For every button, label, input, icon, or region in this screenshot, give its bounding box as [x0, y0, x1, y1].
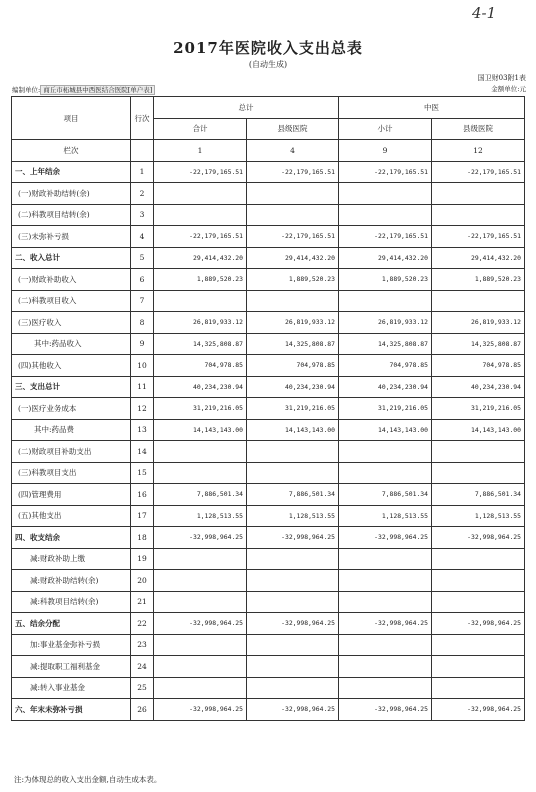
row-number: 24 [131, 656, 154, 678]
cell-total-heji: 14,143,143.00 [154, 419, 247, 441]
cell-total-heji [154, 591, 247, 613]
row-number: 6 [131, 269, 154, 291]
row-label: (五)其他支出 [12, 505, 131, 527]
form-code: 国卫财03附1表 [477, 74, 526, 82]
table-row [12, 226, 525, 248]
table-row [12, 656, 525, 678]
row-number: 5 [131, 247, 154, 269]
cell-tcm-county: 14,325,808.87 [432, 333, 525, 355]
cell-tcm-county [432, 441, 525, 463]
cell-tcm-county: 1,889,520.23 [432, 269, 525, 291]
cell-total-heji: 1,889,520.23 [154, 269, 247, 291]
cell-total-county [247, 462, 339, 484]
cell-total-county: 14,325,808.87 [247, 333, 339, 355]
row-number: 1 [131, 161, 154, 183]
table-row [12, 333, 525, 355]
cell-total-county: -32,998,964.25 [247, 527, 339, 549]
cell-total-heji: 704,978.85 [154, 355, 247, 377]
header-col-county-1: 县级医院 [247, 118, 339, 140]
row-label: (一)财政补助收入 [12, 269, 131, 291]
cell-tcm-county [432, 677, 525, 699]
column-index-label: 栏次 [12, 140, 131, 162]
cell-total-county [247, 591, 339, 613]
cell-tcm-county: -22,179,165.51 [432, 161, 525, 183]
cell-tcm-xiaoji: 1,889,520.23 [339, 269, 432, 291]
cell-tcm-county: -32,998,964.25 [432, 613, 525, 635]
cell-total-heji: -32,998,964.25 [154, 699, 247, 721]
cell-total-heji: 29,414,432.20 [154, 247, 247, 269]
row-label: (一)医疗业务成本 [12, 398, 131, 420]
table-row [12, 376, 525, 398]
cell-tcm-xiaoji [339, 634, 432, 656]
cell-total-heji: -22,179,165.51 [154, 226, 247, 248]
row-label: 三、支出总计 [12, 376, 131, 398]
table-row [12, 677, 525, 699]
row-label: (二)科教项目收入 [12, 290, 131, 312]
table-row [12, 484, 525, 506]
cell-total-heji: -32,998,964.25 [154, 527, 247, 549]
row-label: 减:提取职工福利基金 [12, 656, 131, 678]
row-number: 17 [131, 505, 154, 527]
header-col-heji: 合计 [154, 118, 247, 140]
cell-tcm-county [432, 634, 525, 656]
cell-total-county [247, 656, 339, 678]
row-number: 7 [131, 290, 154, 312]
table-row [12, 548, 525, 570]
cell-tcm-county: 29,414,432.20 [432, 247, 525, 269]
cell-total-county: -22,179,165.51 [247, 226, 339, 248]
row-number: 18 [131, 527, 154, 549]
table-row [12, 269, 525, 291]
cell-tcm-xiaoji: 40,234,230.94 [339, 376, 432, 398]
row-number: 20 [131, 570, 154, 592]
column-index-1: 1 [154, 140, 247, 162]
row-label: 减:财政补助结转(余) [12, 570, 131, 592]
row-number: 25 [131, 677, 154, 699]
header-col-county-2: 县级医院 [432, 118, 525, 140]
header-group-total: 总计 [154, 97, 339, 119]
row-number: 3 [131, 204, 154, 226]
table-row [12, 699, 525, 721]
cell-tcm-xiaoji [339, 290, 432, 312]
cell-total-county [247, 441, 339, 463]
cell-total-county: 704,978.85 [247, 355, 339, 377]
table-row [12, 591, 525, 613]
cell-tcm-xiaoji: 14,325,808.87 [339, 333, 432, 355]
cell-total-county: 29,414,432.20 [247, 247, 339, 269]
cell-total-county: 1,889,520.23 [247, 269, 339, 291]
cell-tcm-county: 14,143,143.00 [432, 419, 525, 441]
table-row [12, 505, 525, 527]
table-row [12, 527, 525, 549]
table-row [12, 419, 525, 441]
row-label: 其中:药品费 [12, 419, 131, 441]
row-label: 减:转入事业基金 [12, 677, 131, 699]
column-index-row [12, 140, 525, 162]
organization-line [12, 85, 155, 94]
footnote: 注:为体现总的收入支出金额,自动生成本表。 [14, 775, 162, 784]
row-label: (二)科教项目结转(余) [12, 204, 131, 226]
cell-total-heji: 7,886,501.34 [154, 484, 247, 506]
row-number: 22 [131, 613, 154, 635]
row-label: 加:事业基金弥补亏损 [12, 634, 131, 656]
row-number: 16 [131, 484, 154, 506]
cell-tcm-county: 1,128,513.55 [432, 505, 525, 527]
row-label: 二、收入总计 [12, 247, 131, 269]
cell-total-county [247, 183, 339, 205]
page-number-mark: 4-1 [472, 4, 497, 22]
row-label: 减:科教项目结转(余) [12, 591, 131, 613]
row-label: (二)财政项目补助支出 [12, 441, 131, 463]
table-row [12, 183, 525, 205]
cell-total-county [247, 290, 339, 312]
cell-total-county: -32,998,964.25 [247, 699, 339, 721]
column-index-3: 9 [339, 140, 432, 162]
cell-total-heji [154, 634, 247, 656]
cell-total-county [247, 570, 339, 592]
cell-total-county: 1,128,513.55 [247, 505, 339, 527]
cell-total-county: 31,219,216.05 [247, 398, 339, 420]
cell-total-county [247, 634, 339, 656]
cell-tcm-xiaoji [339, 462, 432, 484]
cell-tcm-county [432, 462, 525, 484]
table-row [12, 290, 525, 312]
table-row [12, 398, 525, 420]
cell-total-county: -32,998,964.25 [247, 613, 339, 635]
table-row [12, 247, 525, 269]
cell-total-county [247, 204, 339, 226]
row-number: 21 [131, 591, 154, 613]
cell-tcm-xiaoji: -32,998,964.25 [339, 613, 432, 635]
cell-tcm-xiaoji: 14,143,143.00 [339, 419, 432, 441]
row-number: 8 [131, 312, 154, 334]
cell-tcm-county: 7,886,501.34 [432, 484, 525, 506]
row-number: 4 [131, 226, 154, 248]
organization-label: 编制单位: [12, 86, 41, 94]
cell-total-heji [154, 462, 247, 484]
cell-tcm-county [432, 183, 525, 205]
table-row [12, 161, 525, 183]
cell-tcm-xiaoji [339, 656, 432, 678]
row-number: 10 [131, 355, 154, 377]
row-label: (四)管理费用 [12, 484, 131, 506]
cell-tcm-xiaoji [339, 591, 432, 613]
column-index-4: 12 [432, 140, 525, 162]
cell-total-county: 40,234,230.94 [247, 376, 339, 398]
row-number: 12 [131, 398, 154, 420]
organization-value: 商丘市柘城县中西医结合医院[单户表] [40, 85, 155, 95]
header-item: 项目 [12, 97, 131, 140]
row-label: (三)医疗收入 [12, 312, 131, 334]
cell-tcm-county [432, 204, 525, 226]
cell-tcm-county [432, 591, 525, 613]
cell-tcm-county: 31,219,216.05 [432, 398, 525, 420]
cell-tcm-xiaoji [339, 441, 432, 463]
cell-tcm-county: 26,819,933.12 [432, 312, 525, 334]
row-label: (四)其他收入 [12, 355, 131, 377]
cell-total-heji: 40,234,230.94 [154, 376, 247, 398]
row-label: 四、收支结余 [12, 527, 131, 549]
report-title: 2017年医院收入支出总表 [173, 39, 363, 57]
cell-total-heji [154, 441, 247, 463]
cell-tcm-county: -32,998,964.25 [432, 699, 525, 721]
cell-total-heji [154, 677, 247, 699]
table-row [12, 613, 525, 635]
cell-total-county: 7,886,501.34 [247, 484, 339, 506]
cell-tcm-xiaoji: 26,819,933.12 [339, 312, 432, 334]
income-expense-table [11, 96, 525, 721]
cell-tcm-xiaoji: 704,978.85 [339, 355, 432, 377]
cell-total-heji: -32,998,964.25 [154, 613, 247, 635]
row-number: 9 [131, 333, 154, 355]
row-number: 15 [131, 462, 154, 484]
table-row [12, 570, 525, 592]
header-col-xiaoji: 小计 [339, 118, 432, 140]
cell-total-heji: -22,179,165.51 [154, 161, 247, 183]
cell-tcm-xiaoji [339, 570, 432, 592]
cell-tcm-xiaoji: -32,998,964.25 [339, 699, 432, 721]
cell-tcm-xiaoji: -22,179,165.51 [339, 161, 432, 183]
cell-tcm-county [432, 570, 525, 592]
row-number: 26 [131, 699, 154, 721]
table-row [12, 441, 525, 463]
cell-total-heji [154, 656, 247, 678]
table-row [12, 312, 525, 334]
row-number: 13 [131, 419, 154, 441]
cell-tcm-county: -22,179,165.51 [432, 226, 525, 248]
row-label: 减:财政补助上缴 [12, 548, 131, 570]
cell-total-heji: 1,128,513.55 [154, 505, 247, 527]
row-number: 11 [131, 376, 154, 398]
cell-tcm-xiaoji [339, 677, 432, 699]
cell-total-heji [154, 548, 247, 570]
column-index-2: 4 [247, 140, 339, 162]
cell-tcm-county: 40,234,230.94 [432, 376, 525, 398]
cell-total-heji [154, 290, 247, 312]
header-group-tcm: 中医 [339, 97, 525, 119]
cell-total-county: 26,819,933.12 [247, 312, 339, 334]
cell-total-heji: 26,819,933.12 [154, 312, 247, 334]
row-label: 六、年末未弥补亏损 [12, 699, 131, 721]
cell-tcm-xiaoji: 29,414,432.20 [339, 247, 432, 269]
cell-total-heji: 14,325,808.87 [154, 333, 247, 355]
row-number: 14 [131, 441, 154, 463]
row-label: 一、上年结余 [12, 161, 131, 183]
cell-total-heji [154, 570, 247, 592]
cell-tcm-xiaoji [339, 548, 432, 570]
cell-tcm-xiaoji [339, 204, 432, 226]
cell-tcm-county [432, 290, 525, 312]
cell-tcm-xiaoji [339, 183, 432, 205]
table-row [12, 634, 525, 656]
cell-tcm-xiaoji: -22,179,165.51 [339, 226, 432, 248]
table-row [12, 462, 525, 484]
table-row [12, 355, 525, 377]
cell-total-heji [154, 204, 247, 226]
amount-unit: 金额单位:元 [491, 85, 526, 93]
cell-tcm-county [432, 656, 525, 678]
cell-tcm-county [432, 548, 525, 570]
cell-tcm-county: -32,998,964.25 [432, 527, 525, 549]
row-number: 2 [131, 183, 154, 205]
cell-total-heji [154, 183, 247, 205]
row-number: 19 [131, 548, 154, 570]
report-subtitle: (自动生成) [248, 60, 288, 69]
cell-total-county: -22,179,165.51 [247, 161, 339, 183]
row-label: 五、结余分配 [12, 613, 131, 635]
cell-tcm-xiaoji: 31,219,216.05 [339, 398, 432, 420]
cell-total-heji: 31,219,216.05 [154, 398, 247, 420]
row-label: (一)财政补助结转(余) [12, 183, 131, 205]
cell-tcm-xiaoji: 7,886,501.34 [339, 484, 432, 506]
cell-tcm-xiaoji: -32,998,964.25 [339, 527, 432, 549]
table-row [12, 204, 525, 226]
row-label: (三)科教项目支出 [12, 462, 131, 484]
cell-total-county [247, 548, 339, 570]
cell-total-county [247, 677, 339, 699]
row-label: 其中:药品收入 [12, 333, 131, 355]
cell-tcm-county: 704,978.85 [432, 355, 525, 377]
row-label: (三)未弥补亏损 [12, 226, 131, 248]
header-row-number: 行次 [131, 97, 154, 140]
cell-total-county: 14,143,143.00 [247, 419, 339, 441]
row-number: 23 [131, 634, 154, 656]
column-index-blank [131, 140, 154, 162]
cell-tcm-xiaoji: 1,128,513.55 [339, 505, 432, 527]
